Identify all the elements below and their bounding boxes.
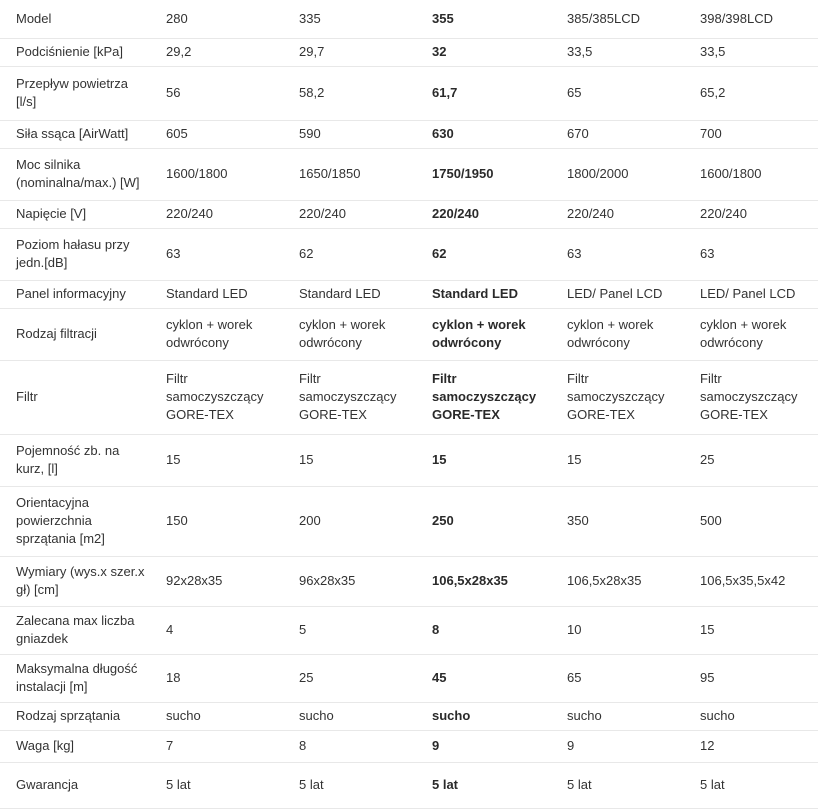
cell-335: sucho xyxy=(283,702,416,730)
cell-335: 62 xyxy=(283,228,416,280)
cell-355: 220/240 xyxy=(416,200,551,228)
cell-355: 9 xyxy=(416,730,551,762)
cell-398-398lcd: 106,5x35,5x42 xyxy=(684,556,818,606)
cell-398-398lcd: 15 xyxy=(684,606,818,654)
cell-398-398lcd: 12 xyxy=(684,730,818,762)
cell-355: 62 xyxy=(416,228,551,280)
cell-280: 605 xyxy=(150,120,283,148)
row-podcisnienie xyxy=(0,38,818,66)
cell-355: 106,5x28x35 xyxy=(416,556,551,606)
cell-385-385lcd: 65 xyxy=(551,66,684,120)
cell-385-385lcd: 10 xyxy=(551,606,684,654)
cell-335: 590 xyxy=(283,120,416,148)
cell-385-385lcd: Filtr samoczyszczący GORE-TEX xyxy=(551,360,684,434)
row-label: Przepływ powietrza [l/s] xyxy=(0,66,150,120)
cell-335: 335 xyxy=(283,0,416,38)
row-wymiary xyxy=(0,556,818,606)
row-label: Siła ssąca [AirWatt] xyxy=(0,120,150,148)
cell-335: 25 xyxy=(283,654,416,702)
row-sila-ssaca xyxy=(0,120,818,148)
cell-355: 630 xyxy=(416,120,551,148)
row-pojemnosc xyxy=(0,434,818,486)
row-label: Moc silnika (nominalna/max.) [W] xyxy=(0,148,150,200)
cell-280: 15 xyxy=(150,434,283,486)
row-label: Model xyxy=(0,0,150,38)
cell-280: 63 xyxy=(150,228,283,280)
row-label: Maksymalna długość instalacji [m] xyxy=(0,654,150,702)
row-label: Waga [kg] xyxy=(0,730,150,762)
cell-280: cyklon + worek odwrócony xyxy=(150,308,283,360)
row-label: Napięcie [V] xyxy=(0,200,150,228)
row-label: Panel informacyjny xyxy=(0,280,150,308)
cell-398-398lcd: 398/398LCD xyxy=(684,0,818,38)
cell-398-398lcd: 5 lat xyxy=(684,762,818,808)
cell-398-398lcd: 220/240 xyxy=(684,200,818,228)
cell-355: 1750/1950 xyxy=(416,148,551,200)
cell-335: 1650/1850 xyxy=(283,148,416,200)
row-waga xyxy=(0,730,818,762)
cell-355: sucho xyxy=(416,702,551,730)
cell-280: 1600/1800 xyxy=(150,148,283,200)
cell-280: 56 xyxy=(150,66,283,120)
row-powierzchnia xyxy=(0,486,818,556)
cell-398-398lcd: sucho xyxy=(684,702,818,730)
row-poziom-halasu xyxy=(0,228,818,280)
cell-280: 18 xyxy=(150,654,283,702)
row-model xyxy=(0,0,818,38)
cell-335: Standard LED xyxy=(283,280,416,308)
cell-355: cyklon + worek odwrócony xyxy=(416,308,551,360)
row-label: Rodzaj sprzątania xyxy=(0,702,150,730)
cell-355: Filtr samoczyszczący GORE-TEX xyxy=(416,360,551,434)
cell-335: Filtr samoczyszczący GORE-TEX xyxy=(283,360,416,434)
cell-385-385lcd: 9 xyxy=(551,730,684,762)
cell-398-398lcd: 25 xyxy=(684,434,818,486)
cell-280: 150 xyxy=(150,486,283,556)
cell-335: 200 xyxy=(283,486,416,556)
cell-385-385lcd: 63 xyxy=(551,228,684,280)
cell-398-398lcd: 700 xyxy=(684,120,818,148)
row-label: Orientacyjna powierzchnia sprzątania [m2] xyxy=(0,486,150,556)
row-rodzaj-sprzatania xyxy=(0,702,818,730)
cell-335: 96x28x35 xyxy=(283,556,416,606)
cell-280: 280 xyxy=(150,0,283,38)
row-label: Pojemność zb. na kurz, [l] xyxy=(0,434,150,486)
cell-335: 8 xyxy=(283,730,416,762)
cell-385-385lcd: cyklon + worek odwrócony xyxy=(551,308,684,360)
cell-355: 61,7 xyxy=(416,66,551,120)
cell-355: 45 xyxy=(416,654,551,702)
cell-335: 5 xyxy=(283,606,416,654)
cell-398-398lcd: 1600/1800 xyxy=(684,148,818,200)
cell-398-398lcd: 500 xyxy=(684,486,818,556)
cell-280: 7 xyxy=(150,730,283,762)
cell-280: 5 lat xyxy=(150,762,283,808)
cell-355: 250 xyxy=(416,486,551,556)
cell-385-385lcd: 15 xyxy=(551,434,684,486)
cell-398-398lcd: 33,5 xyxy=(684,38,818,66)
cell-280: 92x28x35 xyxy=(150,556,283,606)
cell-355: Standard LED xyxy=(416,280,551,308)
row-panel xyxy=(0,280,818,308)
row-napiecie xyxy=(0,200,818,228)
cell-385-385lcd: sucho xyxy=(551,702,684,730)
row-przeplyw xyxy=(0,66,818,120)
row-label: Rodzaj filtracji xyxy=(0,308,150,360)
cell-385-385lcd: 65 xyxy=(551,654,684,702)
cell-280: Filtr samoczyszczący GORE-TEX xyxy=(150,360,283,434)
cell-398-398lcd: 63 xyxy=(684,228,818,280)
row-moc-silnika xyxy=(0,148,818,200)
row-label: Zalecana max liczba gniazdek xyxy=(0,606,150,654)
cell-398-398lcd: cyklon + worek odwrócony xyxy=(684,308,818,360)
row-rodzaj-filtracji xyxy=(0,308,818,360)
cell-385-385lcd: 33,5 xyxy=(551,38,684,66)
cell-355: 355 xyxy=(416,0,551,38)
cell-398-398lcd: Filtr samoczyszczący GORE-TEX xyxy=(684,360,818,434)
cell-335: 220/240 xyxy=(283,200,416,228)
cell-280: sucho xyxy=(150,702,283,730)
cell-385-385lcd: 220/240 xyxy=(551,200,684,228)
cell-355: 15 xyxy=(416,434,551,486)
cell-335: 5 lat xyxy=(283,762,416,808)
cell-280: 4 xyxy=(150,606,283,654)
row-gniazdka xyxy=(0,606,818,654)
cell-385-385lcd: 350 xyxy=(551,486,684,556)
row-dlugosc xyxy=(0,654,818,702)
row-label: Poziom hałasu przy jedn.[dB] xyxy=(0,228,150,280)
cell-355: 32 xyxy=(416,38,551,66)
row-gwarancja xyxy=(0,762,818,808)
row-label: Podciśnienie [kPa] xyxy=(0,38,150,66)
cell-385-385lcd: 1800/2000 xyxy=(551,148,684,200)
cell-385-385lcd: 5 lat xyxy=(551,762,684,808)
cell-385-385lcd: LED/ Panel LCD xyxy=(551,280,684,308)
cell-385-385lcd: 670 xyxy=(551,120,684,148)
row-label: Gwarancja xyxy=(0,762,150,808)
cell-398-398lcd: 95 xyxy=(684,654,818,702)
cell-398-398lcd: LED/ Panel LCD xyxy=(684,280,818,308)
cell-385-385lcd: 106,5x28x35 xyxy=(551,556,684,606)
cell-335: 29,7 xyxy=(283,38,416,66)
cell-355: 8 xyxy=(416,606,551,654)
cell-398-398lcd: 65,2 xyxy=(684,66,818,120)
cell-280: 29,2 xyxy=(150,38,283,66)
row-filtr xyxy=(0,360,818,434)
cell-385-385lcd: 385/385LCD xyxy=(551,0,684,38)
cell-280: Standard LED xyxy=(150,280,283,308)
cell-335: 15 xyxy=(283,434,416,486)
row-label: Wymiary (wys.x szer.x gł) [cm] xyxy=(0,556,150,606)
cell-280: 220/240 xyxy=(150,200,283,228)
cell-335: 58,2 xyxy=(283,66,416,120)
cell-335: cyklon + worek odwrócony xyxy=(283,308,416,360)
row-label: Filtr xyxy=(0,360,150,434)
cell-355: 5 lat xyxy=(416,762,551,808)
